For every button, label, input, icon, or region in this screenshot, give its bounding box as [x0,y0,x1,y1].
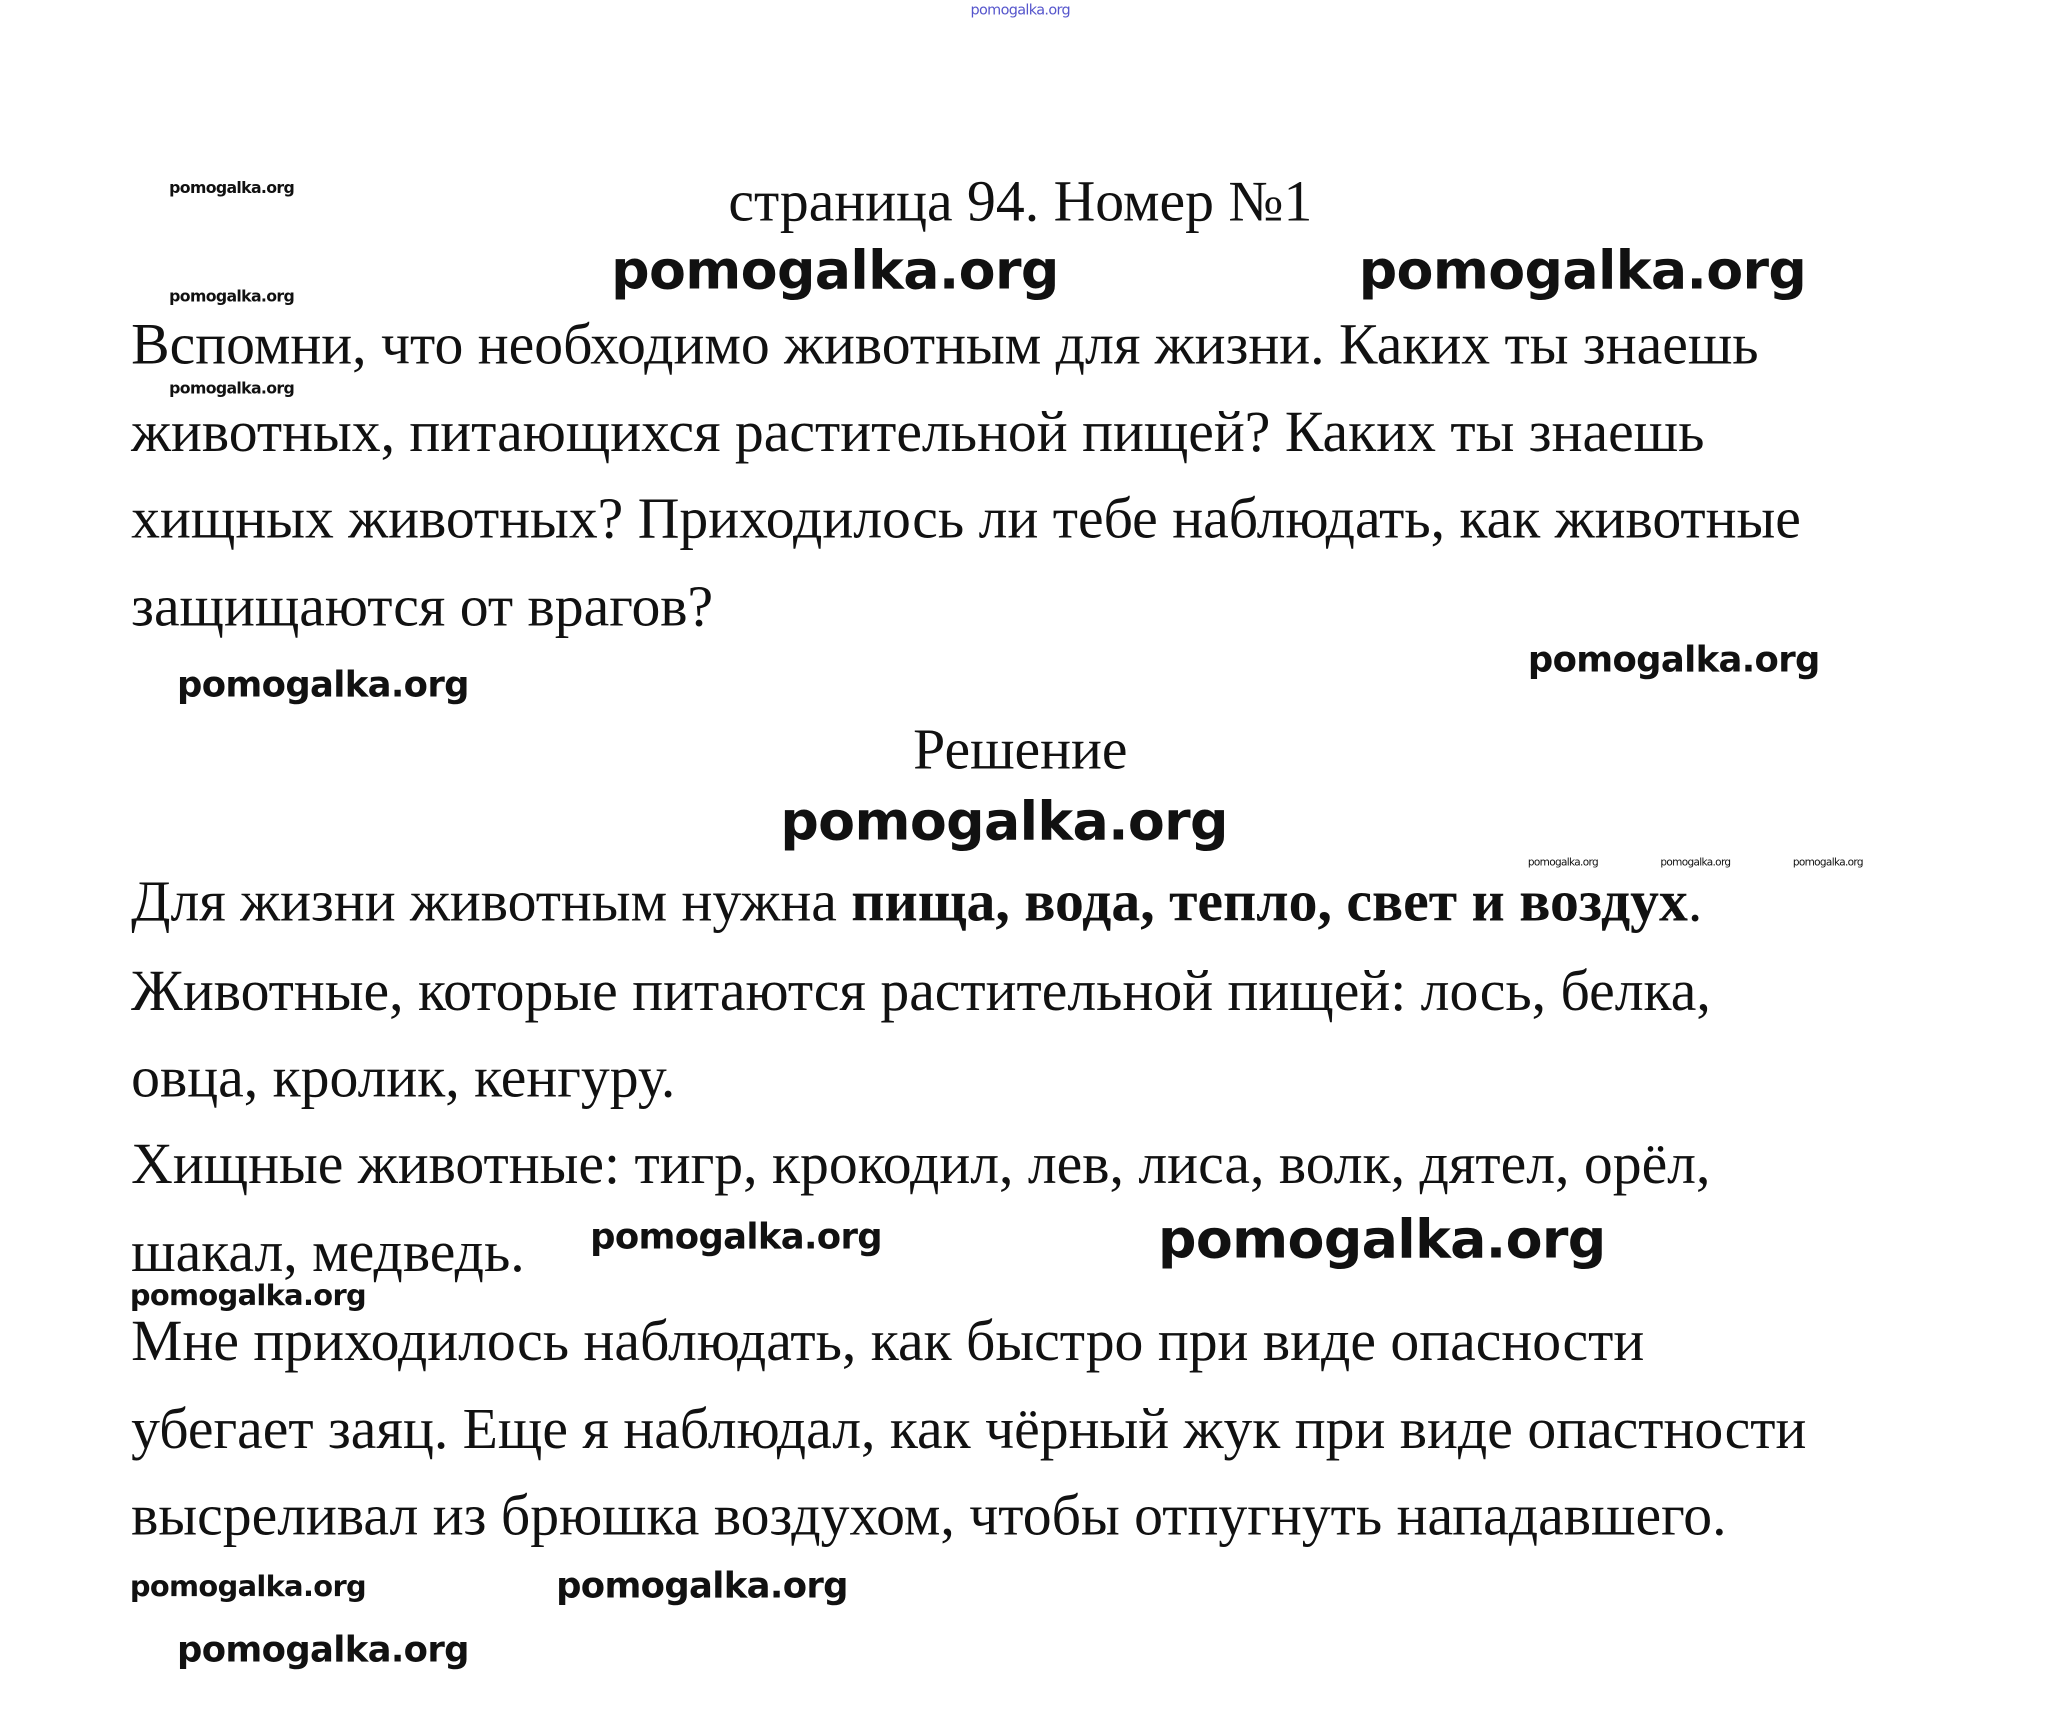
answer-text: Для жизни животным нужна [131,869,852,934]
page-title: страница 94. Номер №1 [728,169,1313,234]
watermark: pomogalka.org [1527,640,1820,681]
answer-text: . [1687,869,1703,934]
watermark: pomogalka.org [611,238,1059,302]
watermark: pomogalka.org [1527,856,1598,869]
question-line: хищных животных? Приходилось ли тебе наблюдать, как животные [131,486,1801,551]
watermark: pomogalka.org [169,178,295,197]
answer-bold-text: пища, вода, тепло, свет и воздух [851,869,1688,934]
watermark: pomogalka.org [1792,856,1863,869]
question-line: защищаются от врагов? [131,574,714,639]
watermark: pomogalka.org [590,1217,882,1258]
watermark: pomogalka.org [177,664,469,706]
watermark: pomogalka.org [129,1571,367,1604]
watermark: pomogalka.org [780,789,1228,853]
watermark: pomogalka.org [1158,1207,1606,1271]
answer-line: убегает заяц. Еще я наблюдал, как чёрный жук при виде опастности [131,1396,1807,1462]
answer-line: Животные, которые питаются растительной пищей: лось, белка, [131,958,1711,1023]
watermark-top-link[interactable]: pomogalka.org [970,1,1071,19]
question-line: Вспомни, что необходимо животным для жизни. Каких ты знаешь [131,312,1759,377]
watermark: pomogalka.org [169,287,295,306]
watermark: pomogalka.org [556,1565,848,1607]
solution-heading: Решение [913,717,1128,782]
watermark: pomogalka.org [129,1280,367,1313]
watermark: pomogalka.org [1660,856,1731,869]
answer-line [131,869,1703,934]
watermark: pomogalka.org [169,379,295,398]
answer-line: шакал, медведь. [131,1219,525,1284]
answer-line: Хищные животные: тигр, крокодил, лев, лиса, волк, дятел, орёл, [131,1131,1711,1197]
answer-line: овца, кролик, кенгуру. [131,1045,676,1110]
watermark: pomogalka.org [177,1630,469,1671]
answer-line: высреливал из брюшка воздухом, чтобы отпугнуть нападавшего. [131,1483,1727,1548]
answer-line: Мне приходилось наблюдать, как быстро при виде опасности [131,1308,1645,1374]
question-line: животных, питающихся растительной пищей? Каких ты знаешь [131,400,1705,465]
watermark: pomogalka.org [1358,238,1807,302]
